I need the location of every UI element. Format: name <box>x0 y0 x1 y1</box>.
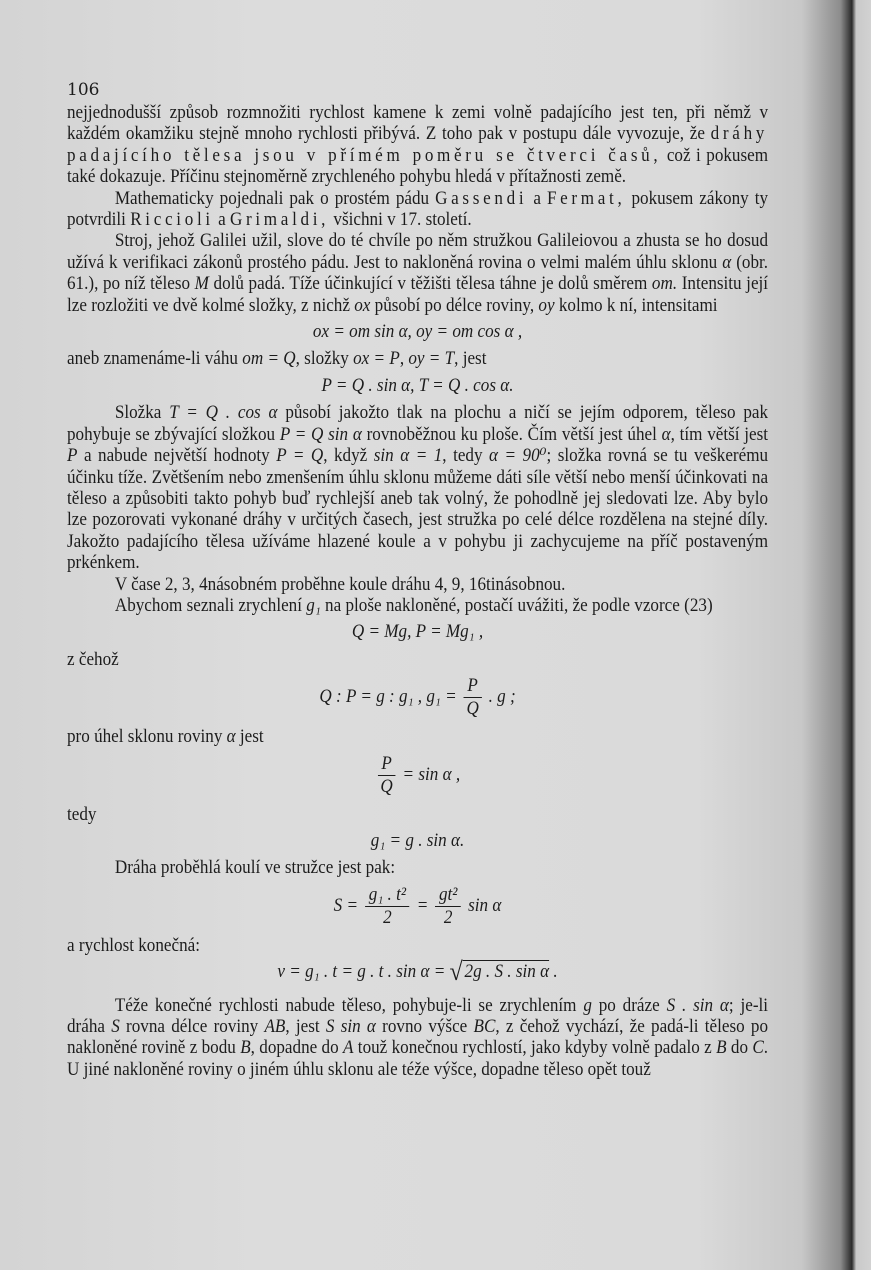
equation-7 <box>67 884 768 929</box>
math-inline: B <box>240 1037 251 1059</box>
paragraph-4 <box>67 348 768 369</box>
math-inline: oy = T <box>408 348 455 370</box>
text-run: nejjednodušší způsob rozmnožiti rychlost kamene k zemi volně padajícího jest ten, při němž v každém okamžiku stejně mnoho rychlosti přibývá. Z toho pak v postupu dále vyvozuje, že <box>67 102 769 145</box>
fraction <box>365 884 410 929</box>
math-ox: ox <box>354 294 371 316</box>
text-run: , <box>399 348 409 370</box>
numerator: P <box>464 675 482 698</box>
text-run: všichni v 17. století. <box>329 209 472 231</box>
name-grimaldi: Grimaldi, <box>229 209 330 231</box>
text-run: do <box>726 1037 753 1059</box>
text-run: na ploše nakloněné, postačí uvážiti, že podle vzorce (23) <box>320 594 713 616</box>
text-run: aneb znamenáme-li váhu <box>67 348 243 370</box>
paragraph-9 <box>67 995 768 1081</box>
text-run: , z čehož vychází, že padá-li těleso po nakloněné rovině z bodu <box>67 1016 769 1059</box>
text-run: Mathematicky pojednali pak o prostém pádu <box>114 187 436 209</box>
equation-5 <box>67 753 768 798</box>
text-run: , složky <box>295 348 354 370</box>
text-run: pro úhel sklonu roviny <box>67 726 227 748</box>
text-run: a nabude největší hodnoty <box>77 445 277 467</box>
math-inline: α <box>661 423 671 445</box>
fraction <box>378 753 396 798</box>
text-run: jest <box>235 726 264 748</box>
name-riccioli: Riccioli <box>130 209 214 231</box>
text-run: kolmo k ní, intensitami <box>554 294 718 316</box>
paragraph-5 <box>67 402 768 573</box>
math-inline: g₁ <box>306 594 321 616</box>
text-run: Q : P = g : g₁ , g₁ = <box>319 685 461 707</box>
text-run: ; složka rovná se tu veškerému účinku tíže. Zvětšením nebo zmenšením úhlu sklonu můžeme dáti síle větší nebo menší účinkovati na těleso a způsobiti takto pohyb buď rychlejší aneb tak volný, že pohodlně jej sledovati lze. Aby bylo lze pozorovati vykonané dráhy v určitých časech, jest stružka po celé délce rozdělena na stejné díly. Jakožto padajícího tělesa užíváme hlazené koule a v pohybu ji zachycujeme na příč postaveným prkénkem. <box>67 445 769 574</box>
text-run: rovna délce roviny <box>119 1016 265 1037</box>
text-run: rovno výšce <box>375 1016 474 1037</box>
text-run: , tím větší jest <box>670 423 769 445</box>
math-inline: P = Q <box>276 445 324 467</box>
text-run: , jest <box>285 1016 326 1037</box>
text-run: pokusem zákony ty potvrdili <box>67 187 769 231</box>
math-inline: B <box>716 1037 727 1059</box>
radical-sign: √ <box>449 957 463 987</box>
text-run: . <box>549 961 558 983</box>
text-run: Téže konečné rychlosti nabude těleso, pohybuje-li se zrychlením <box>114 994 584 1016</box>
math-inline: g <box>583 994 592 1016</box>
math-oy: oy <box>538 294 555 316</box>
text-run: působí jakožto tlak na plochu a ničí se jejím odporem, těleso pak pohybuje se zbývající složkou <box>67 402 769 445</box>
text-run: Složka <box>114 402 170 424</box>
paragraph-1 <box>67 102 768 188</box>
math-inline: sin α = 1 <box>373 445 443 467</box>
denominator: Q <box>466 698 479 720</box>
math-alpha: α <box>226 726 236 748</box>
math-inline: om = Q <box>242 348 296 370</box>
text-rychlost-konecna: a rychlost konečná: <box>67 934 201 956</box>
text-tedy: tedy <box>67 803 97 825</box>
text-run: (obr. 61.), po níž těleso <box>67 251 769 295</box>
text-run: rovnoběžnou ku ploše. Čím větší jest úhel <box>361 423 662 445</box>
numerator: gt² <box>435 884 461 907</box>
equation-2: P = Q . sin α, T = Q . cos α. <box>321 374 514 396</box>
text-run: a <box>213 209 230 231</box>
text-run: po dráze <box>591 994 667 1016</box>
emphasis-spaced: dráhy padajícího tělesa jsou v přímém poměru se čtverci časů, <box>67 123 769 166</box>
equation-1: ox = om sin α, oy = om cos α , <box>312 321 523 343</box>
equation-6: g₁ = g . sin α. <box>370 829 465 851</box>
text-run: ; je-li dráha <box>67 994 769 1037</box>
math-inline: C <box>752 1037 764 1059</box>
math-inline: AB <box>264 1016 286 1037</box>
math-inline: P <box>67 445 78 467</box>
denominator: 2 <box>383 906 392 928</box>
text-run: a <box>527 187 547 209</box>
text-run: dolů padá. Tíže účinkující v těžišti tělesa táhne je dolů směrem <box>208 273 652 295</box>
text-run: , dopadne do <box>250 1037 344 1059</box>
text-run: = <box>412 894 433 916</box>
text-run: sin α <box>463 894 502 916</box>
text-run: Intensitu její lze rozložiti ve dvě kolmé složky, z nichž <box>67 273 769 316</box>
text-run: v = g₁ . t = g . t . sin α = <box>277 961 450 983</box>
text-run: , když <box>323 445 374 467</box>
paragraph-2 <box>67 188 768 231</box>
fraction <box>464 675 482 720</box>
text-run: , tedy <box>442 445 490 467</box>
math-inline: S sin α <box>325 1016 376 1037</box>
text-run: působí po délce roviny, <box>370 294 539 316</box>
radicand: 2g . S . sin α <box>464 961 550 983</box>
equation-8 <box>67 957 768 987</box>
math-inline: ox = P <box>353 348 400 370</box>
paragraph-6: V čase 2, 3, 4násobném proběhne koule dráhu 4, 9, 16tinásobnou. <box>114 573 566 595</box>
text-run: Stroj, jehož Galilei užil, slove do té chvíle po něm stružkou Galileiovou a zhusta se ho dosud užívá k verifikaci zákonů prostého pádu. Jest to nakloněná rovina o velmi malém úhlu sklonu <box>67 230 769 273</box>
paragraph-8: Dráha proběhlá koulí ve stružce jest pak: <box>114 857 396 879</box>
math-inline: α = 90⁰ <box>489 445 547 467</box>
math-inline: P = Q sin α <box>279 423 362 445</box>
text-run: S = <box>333 894 363 916</box>
math-inline: S . sin α <box>666 994 729 1016</box>
text-run: = sin α , <box>398 763 461 785</box>
denominator: 2 <box>443 906 453 928</box>
page-number: 106 <box>67 80 100 100</box>
name-fermat: Fermat, <box>546 187 626 209</box>
text-run: touž konečnou rychlostí, jako kdyby volně padalo z <box>353 1037 717 1059</box>
text-pro-uhel <box>67 726 768 747</box>
text-run: což i pokusem také dokazuje. Příčinu stejnoměrně zrychleného pohybu hledá v přítažnosti země. <box>67 144 769 188</box>
text-run: . U jiné nakloněné roviny o jiném úhlu sklonu ale téže výšce, dopadne těleso opět touž <box>67 1037 769 1080</box>
text-run: , jest <box>454 348 487 370</box>
math-M: M <box>194 273 209 295</box>
numerator: g₁ . t² <box>365 884 410 907</box>
math-inline: T = Q . cos α <box>169 402 278 424</box>
fraction <box>435 884 461 929</box>
equation-3: Q = Mg, P = Mg₁ , <box>351 621 484 643</box>
paragraph-7 <box>67 595 768 616</box>
math-inline: BC <box>473 1016 496 1037</box>
math-inline: A <box>343 1037 354 1059</box>
text-run: Abychom seznali zrychlení <box>114 594 307 616</box>
numerator: P <box>378 753 396 776</box>
text-run: . g ; <box>484 685 516 707</box>
body-text <box>67 102 768 1080</box>
paragraph-3 <box>67 230 768 316</box>
text-z-cehoz: z čehož <box>67 648 119 670</box>
denominator: Q <box>380 775 393 797</box>
math-inline: S <box>111 1016 120 1037</box>
math-om: om. <box>651 273 678 295</box>
math-alpha: α <box>722 251 732 273</box>
equation-4 <box>67 675 768 720</box>
name-gassendi: Gassendi <box>435 187 528 209</box>
